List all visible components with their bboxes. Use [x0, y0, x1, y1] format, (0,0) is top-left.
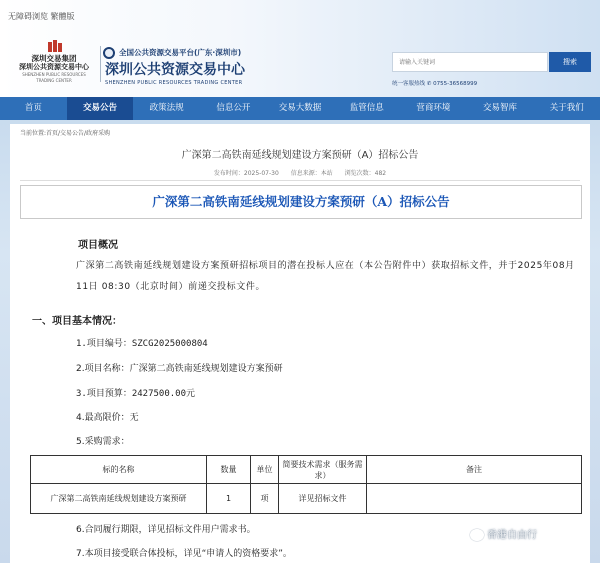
watermark — [470, 526, 537, 541]
nav-item-policies[interactable]: 政策法规 — [149, 103, 184, 113]
table-cell: 详见招标文件 — [279, 484, 367, 514]
table-header: 标的名称 — [31, 456, 207, 484]
nav-item-think-tank[interactable]: 交易智库 — [483, 103, 518, 113]
divider — [20, 180, 580, 181]
requirement-table — [30, 455, 582, 514]
logo-divider — [100, 46, 101, 82]
item-project-name: 2.项目名称：广深第二高铁南延线规划建设方案预研 — [76, 364, 283, 374]
view-count: 浏览次数：482 — [344, 170, 387, 177]
overview-heading: 项目概况 — [78, 240, 118, 251]
item-max-price: 4.最高限价：无 — [76, 413, 139, 423]
table-cell: 1 — [207, 484, 251, 514]
site-header — [0, 0, 600, 97]
accessibility-links[interactable]: 无障碍浏览 繁體版 — [8, 12, 75, 21]
document-title: 广深第二高铁南延线规划建设方案预研（A）招标公告 — [20, 185, 582, 219]
watermark-text: 香港自由行 — [487, 530, 537, 541]
group-logo-line3: SHENZHEN PUBLIC RESOURCES TRADING CENTER — [22, 72, 86, 83]
group-logo-icon — [47, 40, 61, 52]
content-card — [10, 124, 590, 563]
nav-item-big-data[interactable]: 交易大数据 — [278, 103, 322, 113]
nav-item-home[interactable]: 首页 — [24, 103, 42, 113]
center-logo[interactable] — [105, 47, 245, 86]
publish-date: 发布时间：2025-07-30 — [213, 170, 279, 177]
table-header: 数量 — [207, 456, 251, 484]
table-cell: 广深第二高铁南延线规划建设方案预研 — [31, 484, 207, 514]
table-cell: 项 — [251, 484, 279, 514]
item-project-budget: 3.项目预算：2427500.00元 — [76, 389, 196, 399]
search-input[interactable] — [392, 52, 548, 72]
group-logo-line2: 深圳公共资源交易中心 — [19, 63, 89, 71]
nav-item-about[interactable]: 关于我们 — [549, 103, 584, 113]
table-header-row — [31, 456, 582, 484]
page-title: 广深第二高铁南延线规划建设方案预研（A）招标公告 — [181, 150, 419, 161]
table-header: 单位 — [251, 456, 279, 484]
article-meta — [10, 168, 590, 177]
section-one-heading: 一、项目基本情况： — [32, 316, 122, 327]
overview-text: 广深第二高铁南延线规划建设方案预研招标项目的潜在投标人应在（本公告附件中）获取招标文件，并于2025年08月11日 08:30（北京时间）前递交投标文件。 — [76, 261, 575, 292]
wechat-icon — [470, 529, 484, 541]
center-logo-english: SHENZHEN PUBLIC RESOURCES TRADING CENTER — [105, 80, 243, 86]
nav-item-supervision[interactable]: 监管信息 — [349, 103, 384, 113]
info-source: 信息来源：本站 — [290, 170, 333, 177]
table-header: 简要技术需求（服务需求） — [279, 456, 367, 484]
table-cell — [367, 484, 582, 514]
nav-item-business-env[interactable]: 营商环境 — [416, 103, 451, 113]
nav-item-disclosure[interactable]: 信息公开 — [216, 103, 251, 113]
table-row — [31, 484, 582, 514]
item-contract-period: 6.合同履行期限，详见招标文件用户需求书。 — [76, 525, 256, 535]
group-logo[interactable] — [14, 40, 94, 82]
hotline-text: 统一客服热线 ✆ 0755-36568999 — [392, 81, 478, 87]
item-requirement: 5.采购需求： — [76, 437, 130, 447]
center-logo-title: 深圳公共资源交易中心 — [105, 62, 245, 78]
center-logo-subtitle: 全国公共资源交易平台(广东·深圳市) — [119, 48, 242, 57]
nav-item-announcements[interactable]: 交易公告 — [67, 97, 134, 120]
emblem-icon — [103, 47, 115, 59]
item-consortium: 7.本项目接受联合体投标，详见“申请人的资格要求”。 — [76, 549, 292, 559]
search-button[interactable]: 搜索 — [549, 52, 591, 72]
breadcrumb[interactable]: 当前位置:首页/交易公告/政府采购 — [20, 130, 111, 137]
main-nav — [0, 97, 600, 120]
item-project-number: 1.项目编号：SZCG2025000804 — [76, 339, 208, 349]
table-header: 备注 — [367, 456, 582, 484]
group-logo-line1: 深圳交易集团 — [31, 54, 77, 63]
